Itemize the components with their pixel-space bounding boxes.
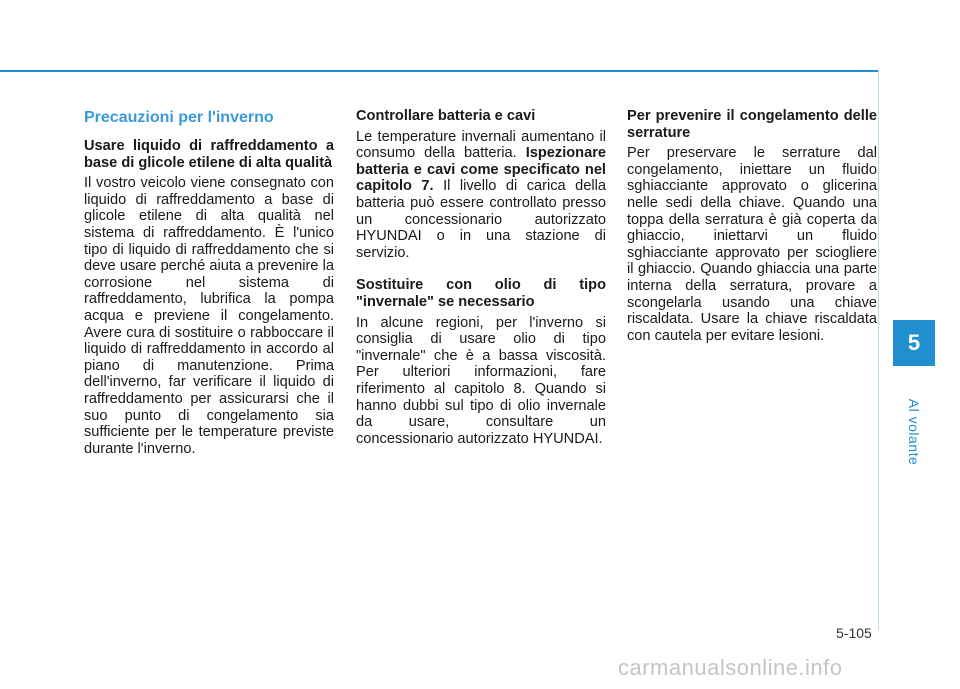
section-title: Precauzioni per l'inverno bbox=[84, 109, 274, 126]
chapter-number-tab bbox=[893, 320, 935, 366]
battery-paragraph bbox=[356, 129, 606, 262]
page-number: 5-105 bbox=[836, 625, 872, 641]
coolant-paragraph: Il vostro veicolo viene consegnato con liquido di raffreddamento a base di glicole etilene di alta qualità nel sistema di raffreddamento. È l'unico tipo di liquido di raffreddamento che si deve usare perché aiuta a prevenire la corrosione nel sistema di raffreddamento, lubrifica la pompa acqua e previene il congelamento. Avere cura di sostituire o rabboccare il liquido di raffreddamento in accordo al piano di manutenzione. Prima dell'inverno, far verificare il liquido di raffreddamento per assicurarsi che il suo punto di congelamento sia sufficiente per le temperature previste durante l'inverno. bbox=[84, 175, 334, 457]
coolant-heading: Usare liquido di raffreddamento a base di glicole etilene di alta qualità bbox=[84, 138, 334, 171]
header-rule bbox=[0, 70, 878, 72]
battery-heading: Controllare batteria e cavi bbox=[356, 108, 536, 124]
watermark: carmanualsonline.info bbox=[618, 655, 843, 680]
locks-heading: Per prevenire il congelamento delle serrature bbox=[627, 108, 877, 141]
battery-text-bold: Ispezionare batteria e cavi come specificato nel capitolo 7. bbox=[356, 145, 607, 195]
battery-text-a: Le temperature invernali aumentano il consumo della batteria. bbox=[356, 128, 606, 162]
oil-paragraph: In alcune regioni, per l'inverno si consiglia di usare olio di tipo "invernale" che è a bassa viscosità. Per ulteriori informazioni, fare riferimento al capitolo 8. Quando si hanno dubbi sul tipo di olio invernale da usare, consultare un concessionario autorizzato HYUNDAI. bbox=[356, 314, 606, 447]
chapter-number: 5 bbox=[907, 330, 921, 355]
margin-rule bbox=[878, 70, 879, 630]
chapter-label-text: Al volante bbox=[906, 398, 922, 466]
column-2 bbox=[356, 108, 606, 463]
locks-paragraph: Per preservare le serrature dal congelamento, iniettare un fluido sghiacciante approvato o glicerina nelle sedi della chiave. Quando una toppa della serratura è già coperta da ghiaccio, iniettarvi un fluido sghiacciante approvato per sciogliere il ghiaccio. Quando ghiaccia una parte interna della serratura, provare a scongelarla usando una chiave riscaldata. Usare la chiave riscaldata con cautela per evitare lesioni. bbox=[627, 145, 877, 344]
column-1 bbox=[84, 108, 334, 473]
battery-text-b: Il livello di carica della batteria può essere controllato presso un concessionario autorizzato HYUNDAI o in una stazione di servizio. bbox=[356, 178, 606, 261]
column-3 bbox=[627, 108, 877, 360]
oil-heading: Sostituire con olio di tipo "invernale" se necessario bbox=[356, 277, 606, 310]
